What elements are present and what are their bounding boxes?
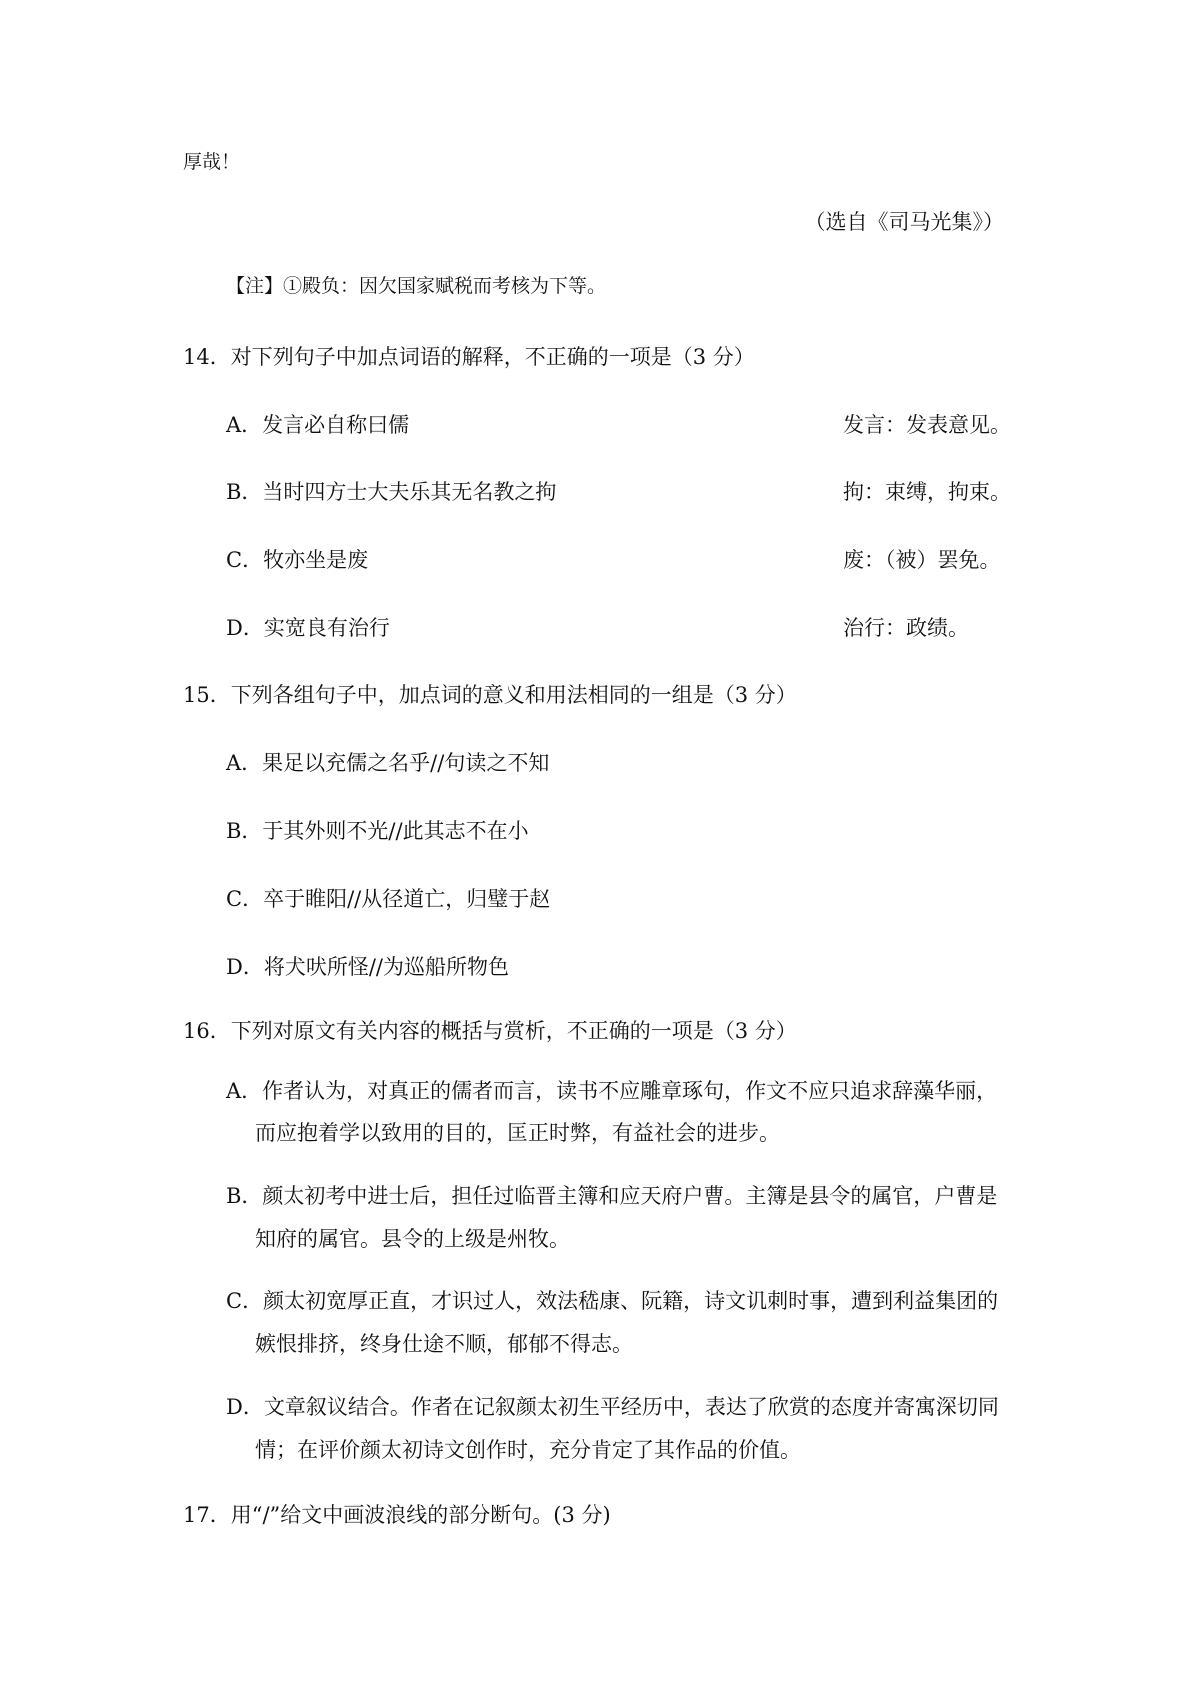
q14-option-b-gloss: 拘：束缚，拘束。 — [843, 480, 1011, 504]
question-14-stem: 14．对下列句子中加点词语的解释，不正确的一项是（3 分） — [183, 345, 755, 369]
note-char-1: 核 — [511, 275, 531, 297]
question-15-stem: 15．下列各组句子中，加点词的意义和用法相同的一组是（3 分） — [183, 683, 797, 707]
note-prefix: 【注】①殿负：因欠国家赋税而考 — [226, 275, 512, 297]
q14-option-c-sentence: C．牧亦坐是废 — [226, 548, 369, 572]
q16-option-a-line-1: A．作者认为，对真正的儒者而言，读书不应雕章琢句，作文不应只追求辞藻华丽， — [226, 1079, 998, 1103]
q14-option-a-sentence: A．发言必自称曰儒 — [226, 413, 410, 437]
q14-option-a-gloss: 发言：发表意见。 — [843, 413, 1011, 437]
q14-option-d-gloss: 治行：政绩。 — [843, 616, 969, 640]
q15-option-c: C．卒于睢阳//从径道亡，归璧于赵 — [226, 887, 551, 911]
q16-option-b-line-2: 知府的属官。县令的上级是州牧。 — [255, 1227, 570, 1251]
q16-option-b-line-1: B．颜太初考中进士后，担任过临晋主簿和应天府户曹。主簿是县令的属官，户曹是 — [226, 1184, 998, 1208]
q16-option-c-line-1: C．颜太初宽厚正直，才识过人，效法嵇康、阮籍，诗文讥刺时事，遭到利益集团的 — [226, 1289, 999, 1313]
q14-option-c — [226, 547, 1026, 573]
question-16-stem: 16．下列对原文有关内容的概括与赏析，不正确的一项是（3 分） — [183, 1019, 797, 1043]
q14-option-c-gloss: 废：（被）罢免。 — [843, 548, 1001, 572]
q14-option-d-sentence: D．实宽良有治行 — [226, 616, 390, 640]
q14-option-b — [226, 479, 1026, 505]
q14-option-b-sentence: B．当时四方士大夫乐其无名教之拘 — [226, 480, 557, 504]
q16-option-d-line-2: 情；在评价颜太初诗文创作时，充分肯定了其作品的价值。 — [255, 1438, 801, 1462]
q14-option-a — [226, 412, 1026, 438]
q14-option-d — [226, 615, 1026, 641]
q16-option-c-line-2: 嫉恨排挤，终身仕途不顺，郁郁不得志。 — [255, 1332, 633, 1356]
q16-option-a-line-2: 而应抱着学以致用的目的，匡正时弊，有益社会的进步。 — [255, 1121, 780, 1145]
note-char-2: 。 — [587, 275, 607, 297]
source-citation: （选自《司马光集》） — [804, 210, 1004, 234]
q15-option-a: A．果足以充儒之名乎//句读之不知 — [226, 751, 550, 775]
annotation-note — [226, 274, 606, 298]
question-17-stem: 17．用“/”给文中画波浪线的部分断句。(3 分) — [183, 1503, 611, 1527]
q16-option-d-line-1: D．文章叙议结合。作者在记叙颜太初生平经历中，表达了欣赏的态度并寄寓深切同 — [226, 1395, 999, 1419]
note-mid: 为下等 — [530, 275, 588, 297]
passage-ending: 厚哉！ — [183, 151, 241, 173]
q15-option-b: B．于其外则不光//此其志不在小 — [226, 819, 529, 843]
q15-option-d: D．将犬吠所怪//为巡船所物色 — [226, 955, 509, 979]
